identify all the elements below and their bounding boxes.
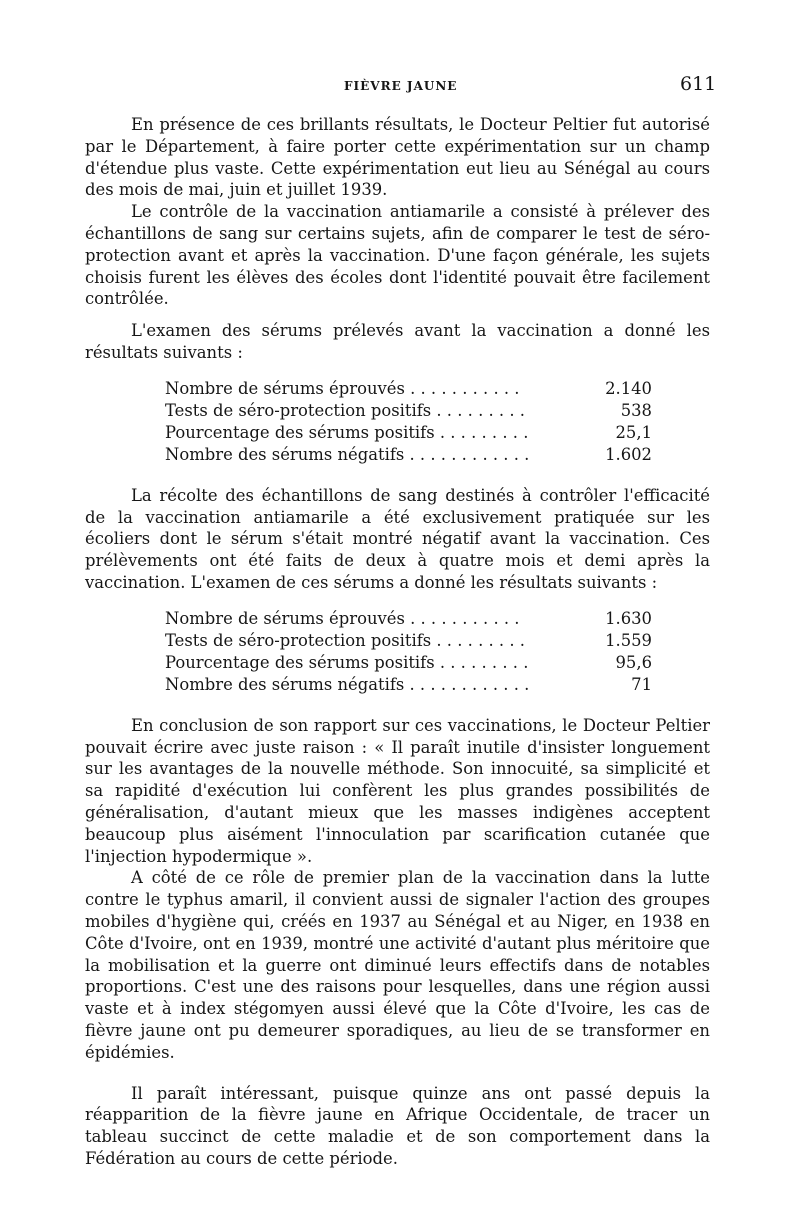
page-body bbox=[85, 114, 710, 1170]
row-value: 1.630 bbox=[605, 608, 652, 628]
row-label: Nombre des sérums négatifs . . . . . . . . . . . . bbox=[165, 674, 530, 694]
row-value: 95,6 bbox=[615, 652, 652, 672]
row-label: Tests de séro-protection positifs . . . . . . . . . bbox=[165, 400, 525, 420]
table-row bbox=[165, 608, 652, 630]
paragraph-4: La récolte des échantillons de sang destinés à contrôler l'efficacité de la vaccination antiamarile a été exclusivement pratiquée sur les écoliers dont le sérum s'était montré négatif avant la vaccination. Ces prélèvements ont été faits de deux à quatre mois et demi après la vaccination. L'examen de ces sérums a donné les résultats suivants : bbox=[85, 485, 710, 592]
row-value: 2.140 bbox=[605, 378, 652, 398]
table-row bbox=[165, 378, 652, 400]
results-table-after-vaccination bbox=[165, 608, 652, 696]
row-label: Nombre des sérums négatifs . . . . . . . . . . . . bbox=[165, 444, 530, 464]
row-value: 25,1 bbox=[615, 422, 652, 442]
table-row bbox=[165, 674, 652, 696]
page-number: 611 bbox=[680, 73, 717, 95]
row-value: 1.559 bbox=[605, 630, 652, 650]
paragraph-3: L'examen des sérums prélevés avant la vaccination a donné les résultats suivants : bbox=[85, 321, 710, 362]
paragraph-5: En conclusion de son rapport sur ces vaccinations, le Docteur Peltier pouvait écrire avec juste raison : « Il paraît inutile d'insister longuement sur les avantages de la nouvelle méthode. Son innocuité, sa simplicité et sa rapidité d'exécution lui confèrent les plus grandes possibilités de généralisation, d'autant mieux que les masses indigènes acceptent beaucoup plus aisément l'innoculation par scarification cutanée que l'injection hypodermique ». bbox=[85, 715, 710, 866]
table-row bbox=[165, 630, 652, 652]
row-value: 538 bbox=[620, 400, 652, 420]
table-row bbox=[165, 422, 652, 444]
row-label: Tests de séro-protection positifs . . . . . . . . . bbox=[165, 630, 525, 650]
table-row bbox=[165, 652, 652, 674]
row-value: 71 bbox=[631, 674, 652, 694]
running-title: FIÈVRE JAUNE bbox=[344, 79, 458, 93]
row-label: Pourcentage des sérums positifs . . . . . . . . . bbox=[165, 422, 529, 442]
table-row bbox=[165, 444, 652, 466]
results-table-before-vaccination bbox=[165, 378, 652, 466]
row-label: Pourcentage des sérums positifs . . . . . . . . . bbox=[165, 652, 529, 672]
row-label: Nombre de sérums éprouvés . . . . . . . . . . . bbox=[165, 608, 520, 628]
row-label: Nombre de sérums éprouvés . . . . . . . . . . . bbox=[165, 378, 520, 398]
paragraph-1: En présence de ces brillants résultats, le Docteur Peltier fut autorisé par le Département, à faire porter cette expérimentation sur un champ d'étendue plus vaste. Cette expérimentation eut lieu au Sénégal au cours des mois de mai, juin et juillet 1939. bbox=[85, 115, 710, 200]
paragraph-7: Il paraît intéressant, puisque quinze ans ont passé depuis la réapparition de la fièvre jaune en Afrique Occidentale, de tracer un tableau succinct de cette maladie et de son comportement dans la Fédération au cours de cette période. bbox=[85, 1083, 710, 1168]
row-value: 1.602 bbox=[605, 444, 652, 464]
paragraph-6: A côté de ce rôle de premier plan de la vaccination dans la lutte contre le typhus amaril, il convient aussi de signaler l'action des groupes mobiles d'hygiène qui, créés en 1937 au Sénégal et au Niger, en 1938 en Côte d'Ivoire, ont en 1939, montré une activité d'autant plus méritoire que la mobilisation et la guerre ont diminué leurs effectifs dans de notables proportions. C'est une des raisons pour lesquelles, dans une région aussi vaste et à index stégomyen aussi élevé que la Côte d'Ivoire, les cas de fièvre jaune ont pu demeurer sporadiques, au lieu de se transformer en épidémies. bbox=[85, 868, 710, 1062]
paragraph-2: Le contrôle de la vaccination antiamarile a consisté à prélever des échantillons de sang sur certains sujets, afin de comparer le test de séro-protection avant et après la vaccination. D'une façon générale, les sujets choisis furent les élèves des écoles dont l'identité pouvait être facilement contrôlée. bbox=[85, 202, 710, 309]
table-row bbox=[165, 400, 652, 422]
